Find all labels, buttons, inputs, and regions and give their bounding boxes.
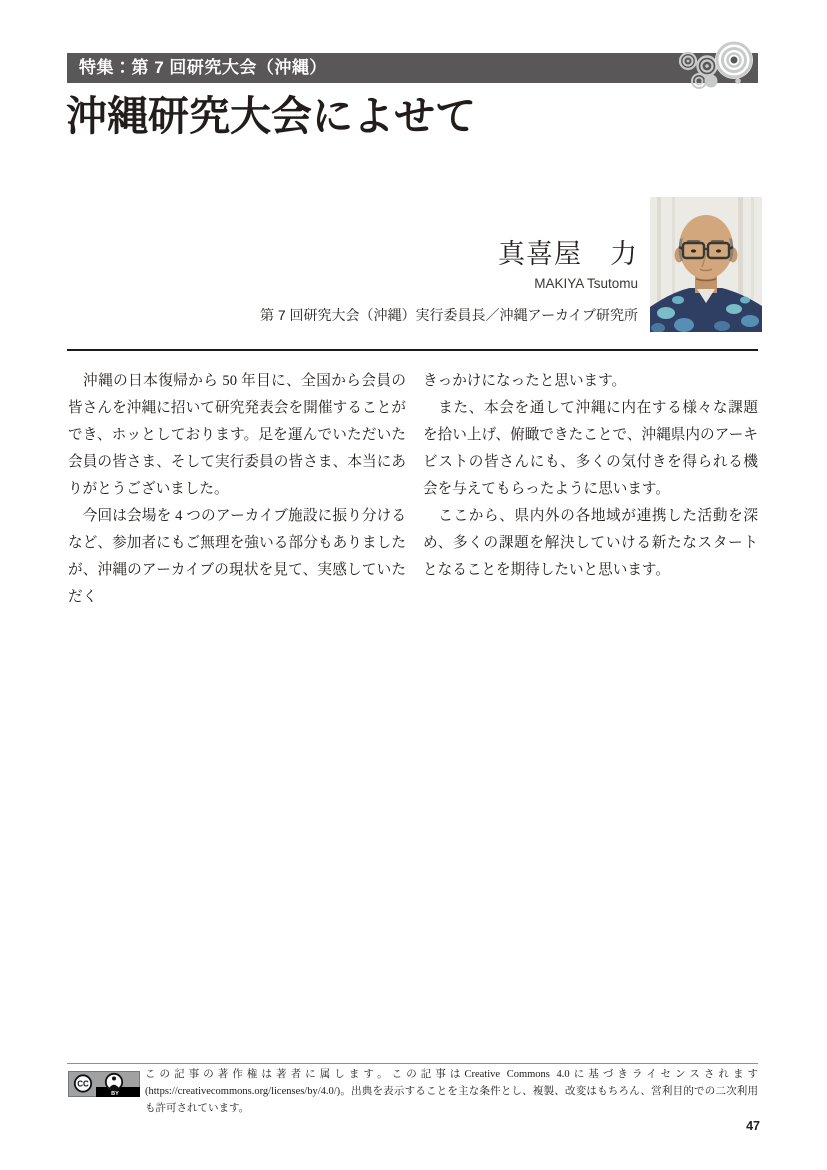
body-column-2 — [423, 368, 758, 584]
paragraph: きっかけになったと思います。 — [423, 373, 627, 389]
author-photo — [650, 197, 762, 332]
author-name-romaji: MAKIYA Tsutomu — [534, 276, 638, 291]
section-banner-label: 特集：第 7 回研究大会（沖縄） — [79, 58, 327, 77]
page-number: 47 — [746, 1119, 760, 1133]
cc-icon-label: CC — [77, 1079, 89, 1089]
paragraph: ここから、県内外の各地域が連携した活動を深め、多くの課題を解決していける新たなスタートとなることを期待したいと思います。 — [423, 508, 758, 578]
cc-by-license-badge — [68, 1071, 140, 1097]
section-banner — [67, 53, 758, 83]
license-text: この記事の著作権は著者に属します。この記事はCreative Commons 4.0に基づきライセンスされます(https://creativecommons.org/licenses/by/4.0/)。出典を表示することを主な条件とし、複製、改変はもちろん、営利目的での二次利用も許可されています。 — [145, 1069, 758, 1114]
body-column-1 — [68, 368, 406, 611]
concentric-circles-logo — [668, 36, 764, 98]
paragraph: 今回は会場を 4 つのアーカイブ施設に振り分けるなど、参加者にもご無理を強いる部分もありましたが、沖縄のアーカイブの現状を見て、実感していただく — [68, 508, 406, 605]
by-person-icon — [106, 1074, 122, 1090]
paragraph: 沖縄の日本復帰から 50 年目に、全国から会員の皆さんを沖縄に招いて研究発表会を開催することができ、ホッとしております。足を運んでいただいた会員の皆さま、そして実行委員の皆さま、本当にありがとうございました。 — [68, 373, 406, 497]
cc-icon — [75, 1075, 91, 1091]
header-divider — [67, 349, 758, 351]
by-label: BY — [111, 1091, 119, 1097]
paragraph: また、本会を通して沖縄に内在する様々な課題を拾い上げ、俯瞰できたことで、沖縄県内のアーキビストの皆さんにも、多くの気付きを得られる機会を与えてもらったように思います。 — [423, 400, 758, 497]
author-block — [140, 236, 638, 324]
author-affiliation: 第 7 回研究大会（沖縄）実行委員長／沖縄アーカイブ研究所 — [259, 307, 638, 323]
article-title: 沖縄研究大会によせて — [66, 93, 476, 139]
footer-divider — [67, 1063, 758, 1064]
author-name: 真喜屋 力 — [498, 239, 638, 269]
